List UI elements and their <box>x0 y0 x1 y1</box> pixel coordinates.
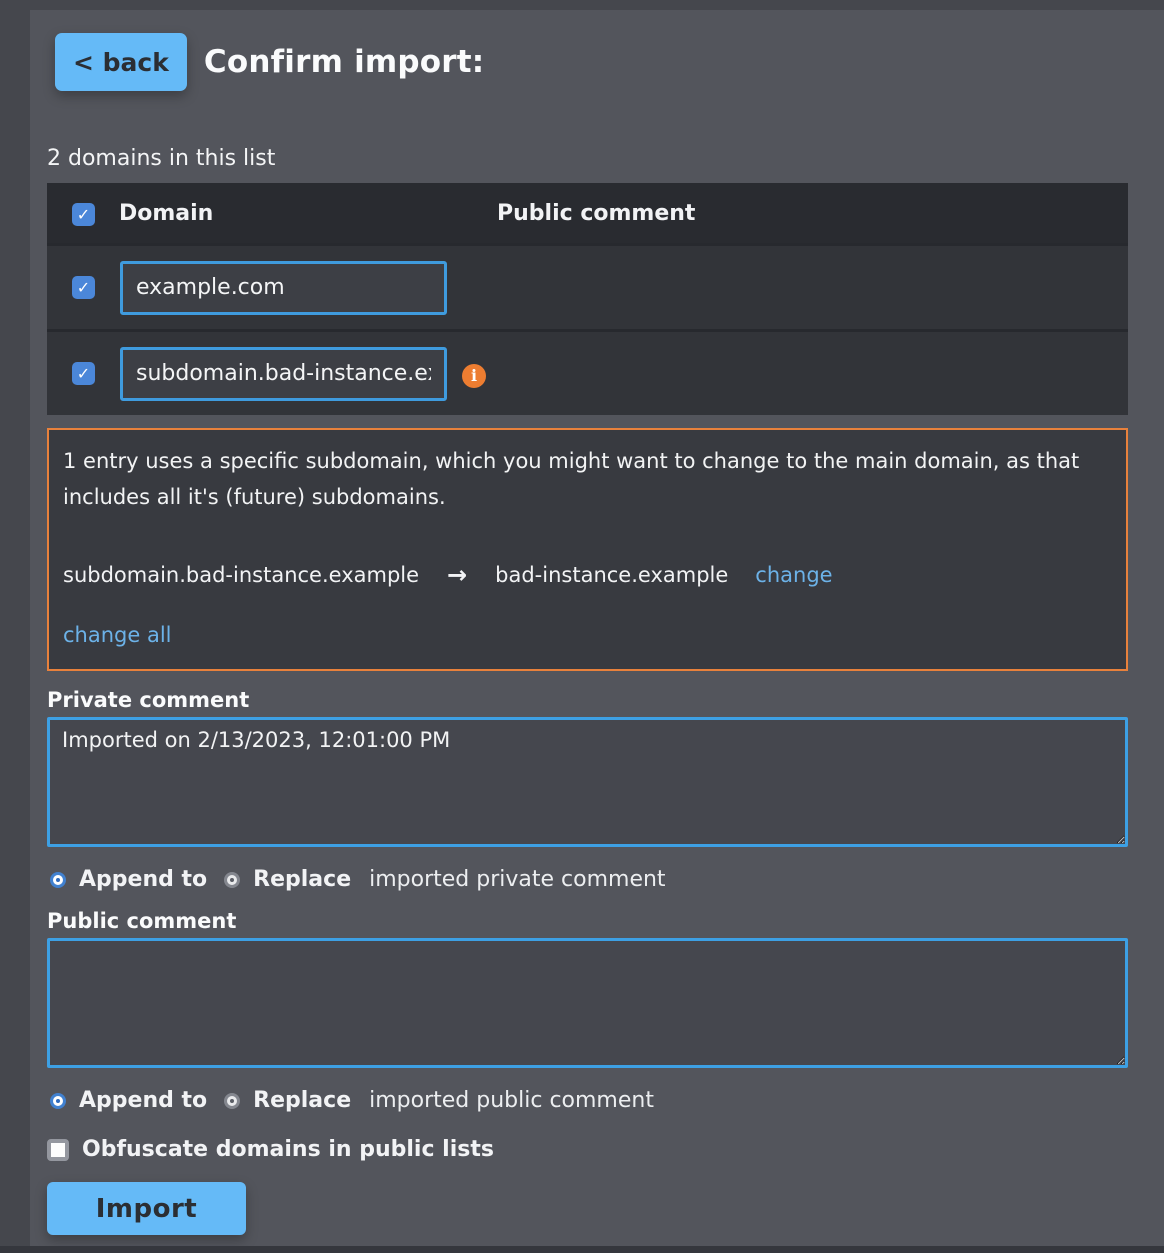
private-comment-mode-row <box>47 867 1128 892</box>
replace-public-label[interactable]: Replace <box>253 1088 352 1113</box>
import-button[interactable]: Import <box>47 1182 246 1235</box>
row-checkbox[interactable]: ✓ <box>72 276 95 299</box>
table-row <box>47 329 1128 415</box>
obfuscate-option-row <box>47 1137 1128 1162</box>
public-comment-column-header: Public comment <box>497 200 696 226</box>
subdomain-warning-box <box>47 428 1128 671</box>
domain-column-header: Domain <box>119 200 214 226</box>
domain-cell <box>119 347 497 401</box>
replace-private-radio[interactable] <box>227 875 237 885</box>
subdomain-from: subdomain.bad-instance.example <box>63 563 420 587</box>
domain-input[interactable] <box>120 261 447 315</box>
replace-private-label[interactable]: Replace <box>253 867 352 892</box>
append-private-radio[interactable] <box>53 875 63 885</box>
public-comment-label: Public comment <box>47 909 237 933</box>
subdomain-warning-text: 1 entry uses a specific subdomain, which you might want to change to the main domain, as that includes all it's (future) subdomains. <box>63 449 1080 509</box>
table-row <box>47 243 1128 329</box>
bottom-edge <box>0 1246 1164 1253</box>
back-button[interactable]: < back <box>55 33 187 91</box>
domains-table <box>47 183 1128 415</box>
append-public-radio[interactable] <box>53 1096 63 1106</box>
private-comment-textarea[interactable] <box>47 717 1128 847</box>
row-checkbox-cell <box>47 362 119 385</box>
change-link[interactable]: change <box>755 563 833 587</box>
domain-count-text: 2 domains in this list <box>47 146 276 171</box>
public-comment-textarea[interactable] <box>47 938 1128 1068</box>
page-title: Confirm import: <box>203 44 485 80</box>
subdomain-change-row <box>63 557 1112 593</box>
main-panel <box>30 10 1164 1246</box>
obfuscate-checkbox[interactable] <box>47 1139 69 1161</box>
row-checkbox[interactable]: ✓ <box>72 362 95 385</box>
change-all-link[interactable]: change all <box>63 623 172 647</box>
private-comment-label: Private comment <box>47 688 250 712</box>
table-header-row <box>47 183 1128 243</box>
header-bar <box>55 33 1128 91</box>
row-checkbox-cell <box>47 276 119 299</box>
domain-cell <box>119 261 497 315</box>
public-comment-mode-row <box>47 1088 1128 1113</box>
select-all-checkbox[interactable]: ✓ <box>72 203 95 226</box>
replace-public-radio[interactable] <box>227 1096 237 1106</box>
public-mode-suffix: imported public comment <box>369 1088 654 1113</box>
arrow-right-icon: → <box>447 561 468 589</box>
select-all-cell <box>47 201 119 226</box>
subdomain-to: bad-instance.example <box>495 563 729 587</box>
private-mode-suffix: imported private comment <box>369 867 666 892</box>
obfuscate-label[interactable]: Obfuscate domains in public lists <box>82 1137 494 1162</box>
info-icon[interactable]: i <box>462 364 486 388</box>
append-private-label[interactable]: Append to <box>79 867 208 892</box>
append-public-label[interactable]: Append to <box>79 1088 208 1113</box>
domain-input[interactable] <box>120 347 447 401</box>
